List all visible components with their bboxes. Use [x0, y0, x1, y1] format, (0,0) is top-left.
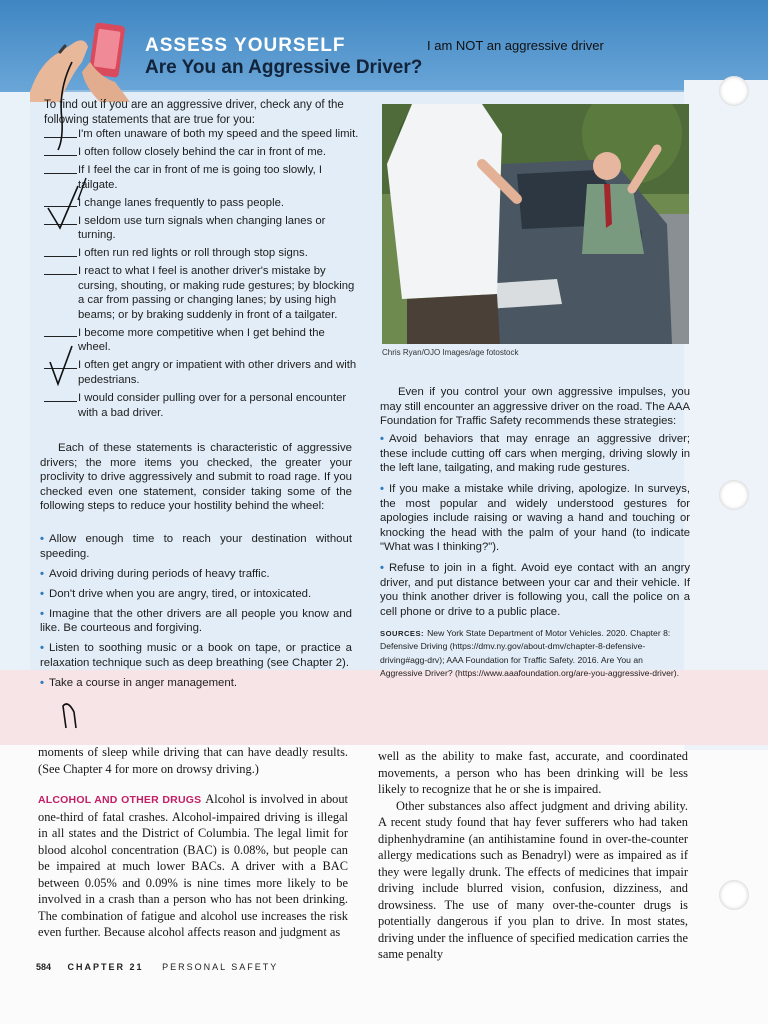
check-blank[interactable] — [44, 358, 77, 369]
binder-hole — [719, 880, 749, 910]
sources-text: New York State Department of Motor Vehicles. 2020. Chapter 8: Defensive Driving (https://dmv.ny.gov/about-dmv/chapter-8-defensive-driving#agg-drv); AAA Foundation for Traffic Safety. 2016. Are You an Aggressive Driver? (https://www.aaafoundation.org/are-you-aggressive-driver). — [380, 628, 680, 679]
strategy-item: • Refuse to join in a fight. Avoid eye contact with an angry driver, and put distance between your car and their vehicle. If you think another driver is following you, call the police on a cell phone or drive to a public place. — [380, 562, 690, 618]
bullet-icon: • — [380, 482, 384, 495]
check-blank[interactable] — [44, 246, 77, 257]
checklist-item[interactable]: I change lanes frequently to pass people. — [44, 196, 360, 211]
check-blank[interactable] — [44, 145, 77, 156]
hostility-tips-list — [40, 532, 352, 696]
road-rage-photo — [382, 104, 689, 344]
binder-hole — [719, 76, 749, 106]
intro-text: To find out if you are an aggressive driver, check any of the following statements that are true for you: — [44, 99, 344, 126]
explanation-paragraph: Each of these statements is characteristic of aggressive drivers; the more items you checked, the greater your proclivity to drive aggressively and submit to road rage. If you checked even one statement, consider taking some of the following steps to reduce your hostility behind the wheel: — [40, 442, 352, 512]
page-footer — [36, 962, 278, 972]
bullet-icon: • — [40, 567, 44, 580]
bullet-icon: • — [40, 587, 44, 600]
chapter-label: CHAPTER 21 — [67, 962, 144, 972]
bullet-icon: • — [40, 676, 44, 689]
check-blank[interactable] — [44, 214, 77, 225]
checklist-item[interactable]: I react to what I feel is another driver's mistake by cursing, shouting, or making rude gestures; by blocking a car from passing or changing lanes; by using high beams; or by braking suddenly in front of a tailgater. — [44, 264, 360, 322]
handwritten-note: I am NOT an aggressive driver — [427, 38, 604, 53]
bullet-icon: • — [40, 533, 44, 545]
tip-item: • Take a course in anger management. — [40, 676, 238, 689]
body-paragraph: ALCOHOL AND OTHER DRUGS Alcohol is involved in about one-third of fatal crashes. Alcohol-impaired driving is illegal in all states and the District of Columbia. The legal limit for blood alcohol concentration (BAC) is 0.08%, but people can be impaired at much lower BACs. A driver with a BAC between 0.05% and 0.09% is nine times more likely to be involved in a crash than a person who has not been drinking. The combination of fatigue and alcohol use increases the risk even further. Because alcohol affects reason and judgment as — [38, 792, 348, 939]
page-title: Are You an Aggressive Driver? — [145, 57, 423, 78]
sources-note — [380, 627, 680, 681]
tip-item: • Imagine that the other drivers are all people you know and like. Be courteous and forgiving. — [40, 607, 352, 635]
page-number: 584 — [36, 962, 52, 972]
tip-item: • Avoid driving during periods of heavy traffic. — [40, 567, 270, 580]
body-column-left — [38, 744, 348, 941]
strategies-intro: Even if you control your own aggressive impulses, you may still encounter an aggressive driver on the road. The AAA Foundation for Traffic Safety recommends these strategies: — [380, 386, 690, 428]
checklist-item[interactable]: I'm often unaware of both my speed and the speed limit. — [44, 127, 360, 142]
bullet-icon: • — [380, 562, 384, 575]
body-paragraph: moments of sleep while driving that can have deadly results. (See Chapter 4 for more on drowsy driving.) — [38, 745, 348, 776]
hands-phone-illustration — [30, 22, 140, 102]
check-blank[interactable] — [44, 127, 77, 138]
bullet-icon: • — [40, 642, 44, 655]
sources-label: SOURCES: — [380, 629, 425, 638]
page-margin-strip — [684, 80, 768, 750]
check-blank[interactable] — [44, 163, 77, 174]
checklist-item[interactable]: If I feel the car in front of me is going too slowly, I tailgate. — [44, 163, 360, 192]
section-heading: ALCOHOL AND OTHER DRUGS — [38, 794, 202, 806]
strategies-list — [380, 432, 690, 626]
tip-item: • Don't drive when you are angry, tired, or intoxicated. — [40, 587, 312, 600]
strategy-item: • If you make a mistake while driving, apologize. In surveys, the most popular and widely understood gestures for apologies include raising or waving a hand and touching or knocking the head with the palm of your hand (to indicate "What was I thinking?"). — [380, 482, 690, 554]
checklist-item[interactable]: I often get angry or impatient with other drivers and with pedestrians. — [44, 358, 360, 387]
bullet-icon: • — [380, 433, 384, 445]
checklist-item[interactable]: I often follow closely behind the car in front of me. — [44, 145, 360, 160]
photo-credit: Chris Ryan/OJO Images/age fotostock — [382, 348, 519, 357]
tip-item: • Allow enough time to reach your destination without speeding. — [40, 533, 352, 560]
check-blank[interactable] — [44, 391, 77, 402]
check-blank[interactable] — [44, 264, 77, 275]
checklist-item[interactable]: I would consider pulling over for a personal encounter with a bad driver. — [44, 391, 360, 420]
check-blank[interactable] — [44, 196, 77, 207]
body-column-right — [378, 748, 688, 963]
body-paragraph: well as the ability to make fast, accurate, and coordinated movements, a person who has been drinking will be less likely to recognize that he or she is impaired. — [378, 749, 688, 796]
checklist-item[interactable]: I seldom use turn signals when changing lanes or turning. — [44, 214, 360, 243]
body-paragraph: Other substances also affect judgment and driving ability. A recent study found that hay fever sufferers who had taken diphenhydramine (an antihistamine found in over-the-counter allergy medications such as Benadryl) were as impaired as if they were legally drunk. The effects of medicines that impair driving include blurred vision, confusion, dizziness, and drowsiness. The use of many over-the-counter drugs is potentially dangerous if you plan to drive. In most states, driving under the influence of specified medication carries the same penalty — [378, 798, 688, 961]
checklist-item[interactable]: I become more competitive when I get behind the wheel. — [44, 326, 360, 355]
strategy-item: • Avoid behaviors that may enrage an aggressive driver; these include cutting off cars when merging, driving slowly in the left lane, tailgating, and making rude gestures. — [380, 433, 690, 475]
section-label: ASSESS YOURSELF — [145, 35, 346, 56]
self-assessment-checklist — [44, 127, 360, 424]
tip-item: • Listen to soothing music or a book on tape, or practice a relaxation technique such as deep breathing (see Chapter 2). — [40, 642, 352, 669]
chapter-title: PERSONAL SAFETY — [162, 962, 279, 972]
checklist-item[interactable]: I often run red lights or roll through stop signs. — [44, 246, 360, 261]
check-blank[interactable] — [44, 326, 77, 337]
bullet-icon: • — [40, 607, 44, 620]
binder-hole — [719, 480, 749, 510]
